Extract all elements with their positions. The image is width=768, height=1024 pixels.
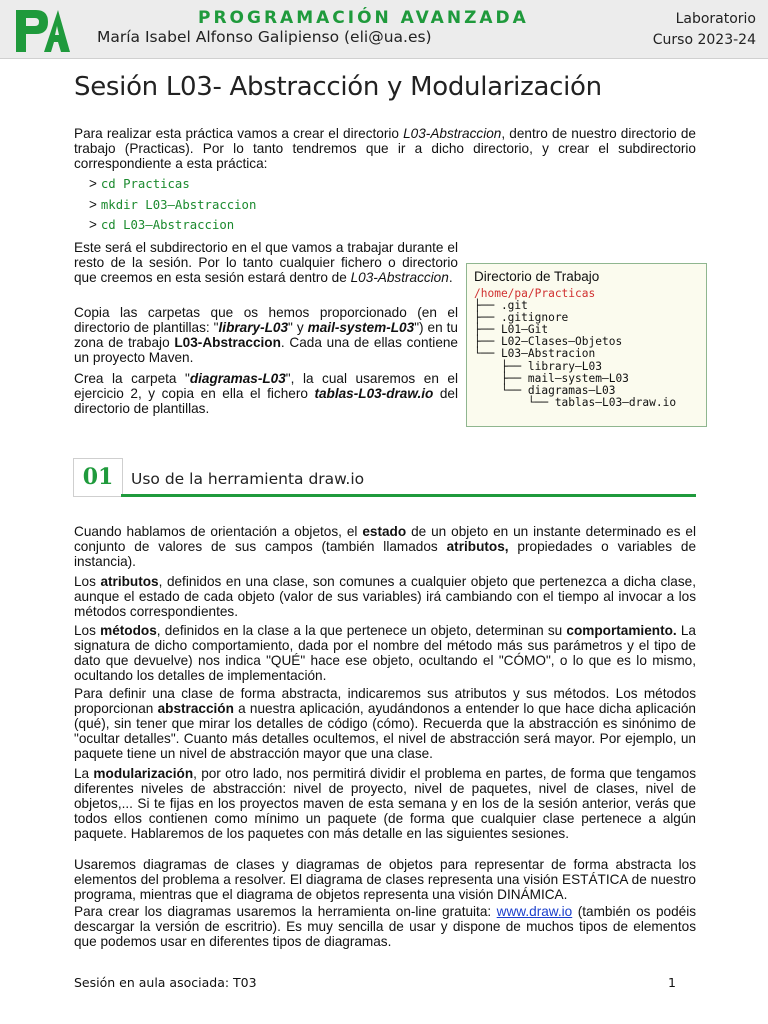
tree-line: ├── L02–Clases–Objetos xyxy=(474,335,623,349)
subdir-paragraph: Este será el subdirectorio en el que vamos a trabajar durante el resto de la sesión. Por lo tanto cualquier fichero o directorio que creemos en esta sesión estará dentro de L03-Abstraccion. xyxy=(74,240,458,285)
directory-tree-box xyxy=(466,263,707,427)
tree-line: └── diagramas–L03 xyxy=(474,383,616,397)
tree-line: ├── library–L03 xyxy=(474,359,602,373)
footer-session: Sesión en aula asociada: T03 xyxy=(74,975,257,990)
directory-tree xyxy=(474,288,676,409)
body-paragraph: Para crear los diagramas usaremos la herramienta on-line gratuita: www.draw.io (también os podéis descargar la versión de escritrio). Es muy sencilla de usar y dispone de muchos tipos de elementos que podemos usar en diferentes tipos de diagramas. xyxy=(74,904,697,949)
tree-line: ├── .git xyxy=(474,299,528,313)
lab-label: Laboratorio xyxy=(675,11,756,27)
pa-logo xyxy=(14,6,72,54)
command-list xyxy=(89,176,256,238)
course-title: PROGRAMACIÓN AVANZADA xyxy=(198,8,529,28)
page-number: 1 xyxy=(668,975,676,990)
copy-paragraph: Copia las carpetas que os hemos proporcionado (en el directorio de plantillas: "library-L03" y mail-system-L03") en tu zona de trabajo L03-Abstraccion. Cada una de ellas contiene un proyecto Maven. xyxy=(74,305,458,365)
author-line: María Isabel Alfonso Galipienso (eli@ua.es) xyxy=(97,28,432,46)
body-paragraph: Los atributos, definidos en una clase, son comunes a cualquier objeto que pertenezca a dicha clase, aunque el estado de cada objeto (valor de sus variables) irá cambiando con el tiempo al invocar a los métodos correspondientes. xyxy=(74,574,696,619)
section-title: Uso de la herramienta draw.io xyxy=(131,470,365,488)
body-paragraph: Para definir una clase de forma abstracta, indicaremos sus atributos y sus métodos. Los métodos proporcionan abstracción a nuestra aplicación, ayudándonos a entender lo que hace dicha aplicación (qué), sin tener que mirar los detalles de código (cómo). Recuerda que la abstracción es sinónimo de "ocultar detalles". Cuanto más detalles ocultemos, el nivel de abstracción será mayor. Por ejemplo, un paquete tiene un nivel de abstracción mayor que una clase. xyxy=(74,686,696,761)
command-item: > mkdir L03–Abstraccion xyxy=(89,196,257,212)
tree-line: └── L03–Abstracion xyxy=(474,347,596,361)
tree-root-path: /home/pa/Practicas xyxy=(474,287,596,300)
body-paragraph: La modularización, por otro lado, nos permitirá dividir el problema en partes, de forma que tengamos diferentes niveles de abstracción: nivel de proyecto, nivel de paquetes, nivel de clases, nivel de objetos,... Si te fijas en los proyectos maven de esta semana y en los de la sesión anterior, verás que todos ellos contienen como mínimo un paquete (de forma que cualquier clase pertenece a algún paquete. Hablaremos de los paquetes con más detalle en las siguientes sesiones. xyxy=(74,766,696,841)
intro-paragraph: Para realizar esta práctica vamos a crear el directorio L03-Abstraccion, dentro de nuestro directorio de trabajo (Practicas). Por lo tanto tendremos que ir a dicho directorio, y crear el subdirectorio correspondiente a esta práctica: xyxy=(74,126,696,171)
section-number: 01 xyxy=(73,458,123,497)
command-item: > cd Practicas xyxy=(89,176,190,191)
tree-line: ├── mail–system–L03 xyxy=(474,371,629,385)
drawio-link[interactable]: www.draw.io xyxy=(496,904,573,919)
body-paragraph: Cuando hablamos de orientación a objetos, el estado de un objeto en un instante determinado es el conjunto de valores de sus campos (también llamados atributos, propiedades o variables de instancia). xyxy=(74,524,697,569)
section-divider xyxy=(121,494,696,497)
create-folder-paragraph: Crea la carpeta "diagramas-L03", la cual usaremos en el ejercicio 2, y copia en ella el fichero tablas-L03-draw.io del directorio de plantillas. xyxy=(74,371,459,416)
body-paragraph: Los métodos, definidos en la clase a la que pertenece un objeto, determinan su comportamiento. La signatura de dicho comportamiento, dada por el nombre del método más sus parámetros y el tipo de dato que devuelve) nos indica "QUÉ" hace ese objeto, ocultando el "CÓMO", o lo que es lo mismo, ocultando los detalles de implementación. xyxy=(74,623,696,683)
body-paragraph: Usaremos diagramas de clases y diagramas de objetos para representar de forma abstracta los elementos del problema a resolver. El diagrama de clases representa una visión ESTÁTICA de nuestro programa, mientras que el diagrama de objetos representa una visión DINÁMICA. xyxy=(74,857,696,902)
tree-line: └── tablas–L03–draw.io xyxy=(474,395,677,409)
tree-line: ├── .gitignore xyxy=(474,311,569,325)
page-header xyxy=(0,0,768,59)
course-info xyxy=(653,9,756,51)
command-item: > cd L03–Abstraccion xyxy=(89,217,235,232)
course-year: Curso 2023-24 xyxy=(652,32,756,48)
tree-line: ├── L01–Git xyxy=(474,323,549,337)
page-title: Sesión L03- Abstracción y Modularización xyxy=(74,72,602,102)
directory-tree-title: Directorio de Trabajo xyxy=(474,269,600,284)
